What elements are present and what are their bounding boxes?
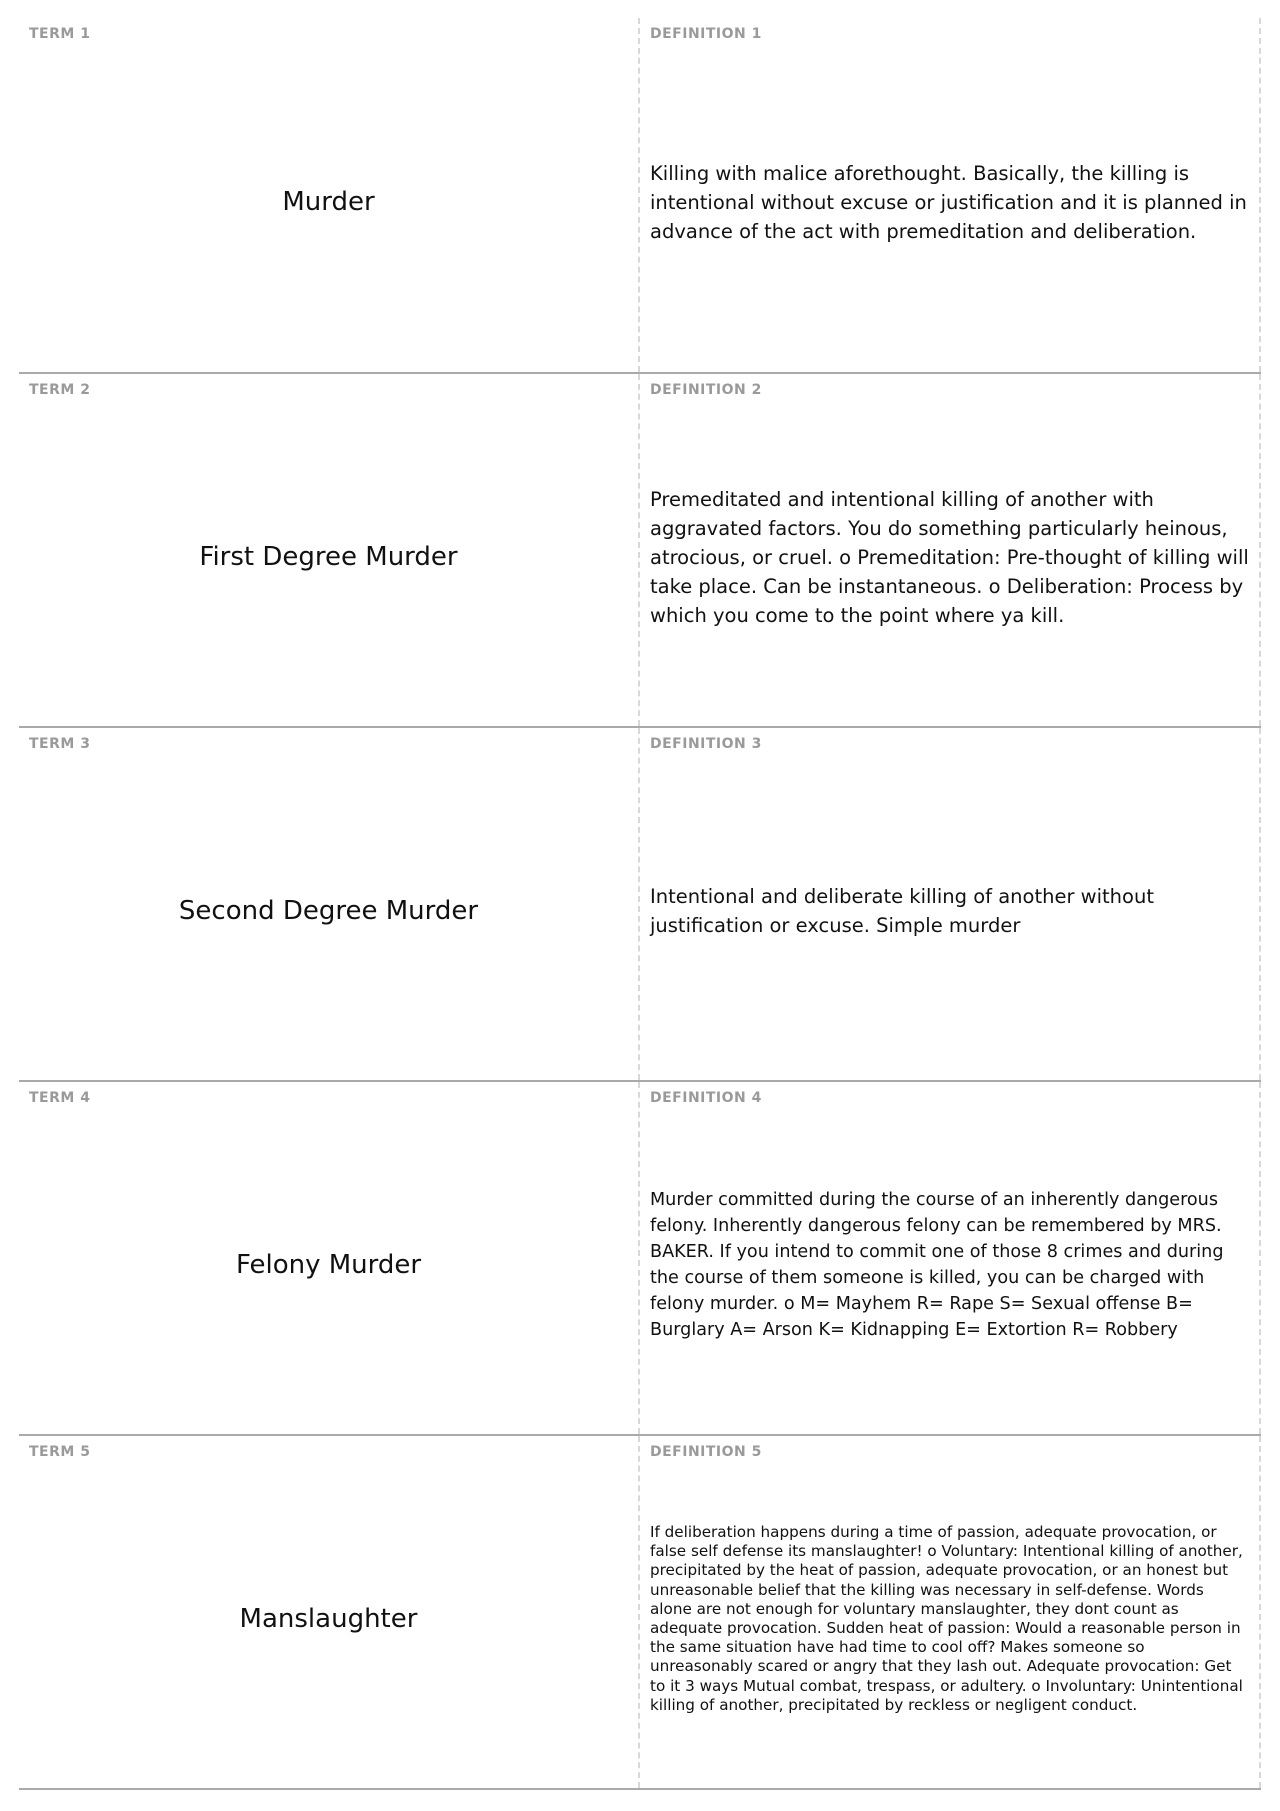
definition-text: Murder committed during the course of an inherently dangerous felony. Inherently dangerous felony can be remembered by MRS. BAKER. If you intend to commit one of those 8 crimes and during the course of them someone is killed, you can be charged with felony murder. o M= Mayhem R= Rape S= Sexual offense B= Burglary A= Arson K= Kidnapping E= Extortion R= Robbery — [650, 1190, 1224, 1340]
flashcard-row — [19, 1082, 1261, 1436]
definition-text: Premeditated and intentional killing of another with aggravated factors. You do something particularly heinous, atrocious, or cruel. o Premeditation: Pre-thought of killing will take place. Can be instantaneous. o Deliberation: Process by which you come to the point where ya kill. — [650, 487, 1249, 627]
flashcard-row — [19, 374, 1261, 728]
definition-cell — [640, 728, 1261, 1080]
term-text: Second Degree Murder — [178, 896, 479, 926]
term-label: TERM 1 — [29, 26, 91, 42]
definition-text: Killing with malice aforethought. Basically, the killing is intentional without excuse or justification and it is planned in advance of the act with premeditation and deliberation. — [650, 161, 1247, 243]
term-cell — [19, 374, 640, 726]
term-cell — [19, 1436, 640, 1788]
flashcard-sheet — [19, 18, 1261, 1790]
term-text: Manslaughter — [239, 1604, 418, 1634]
definition-label: DEFINITION 3 — [650, 736, 762, 752]
term-text: Felony Murder — [235, 1250, 422, 1280]
flashcard-row — [19, 18, 1261, 374]
definition-label: DEFINITION 2 — [650, 382, 762, 398]
definition-cell — [640, 1436, 1261, 1788]
term-cell — [19, 1082, 640, 1434]
definition-cell — [640, 1082, 1261, 1434]
term-text: Murder — [282, 187, 375, 217]
term-cell — [19, 728, 640, 1080]
flashcard-row — [19, 728, 1261, 1082]
term-cell — [19, 18, 640, 372]
term-label: TERM 2 — [29, 382, 91, 398]
definition-text: If deliberation happens during a time of passion, adequate provocation, or false self defense its manslaughter! o Voluntary: Intentional killing of another, precipitated by the heat of passion, adequate provocation, or an honest but unreasonable belief that the killing was necessary in self-defense. Words alone are not enough for voluntary manslaughter, they dont count as adequate provocation. Sudden heat of passion: Would a reasonable person in the same situation have had time to cool off? Makes someone so unreasonably scared or angry that they lash out. Adequate provocation: Get to it 3 ways Mutual combat, trespass, or adultery. o Involuntary: Unintentional killing of another, precipitated by reckless or negligent conduct. — [650, 1522, 1243, 1714]
term-label: TERM 5 — [29, 1444, 91, 1460]
term-label: TERM 3 — [29, 736, 91, 752]
term-label: TERM 4 — [29, 1090, 91, 1106]
definition-label: DEFINITION 4 — [650, 1090, 762, 1106]
definition-label: DEFINITION 1 — [650, 26, 762, 42]
term-text: First Degree Murder — [199, 542, 458, 572]
definition-cell — [640, 374, 1261, 726]
definition-label: DEFINITION 5 — [650, 1444, 762, 1460]
flashcard-row — [19, 1436, 1261, 1790]
definition-text: Intentional and deliberate killing of another without justification or excuse. Simple murder — [650, 885, 1154, 937]
definition-cell — [640, 18, 1261, 372]
